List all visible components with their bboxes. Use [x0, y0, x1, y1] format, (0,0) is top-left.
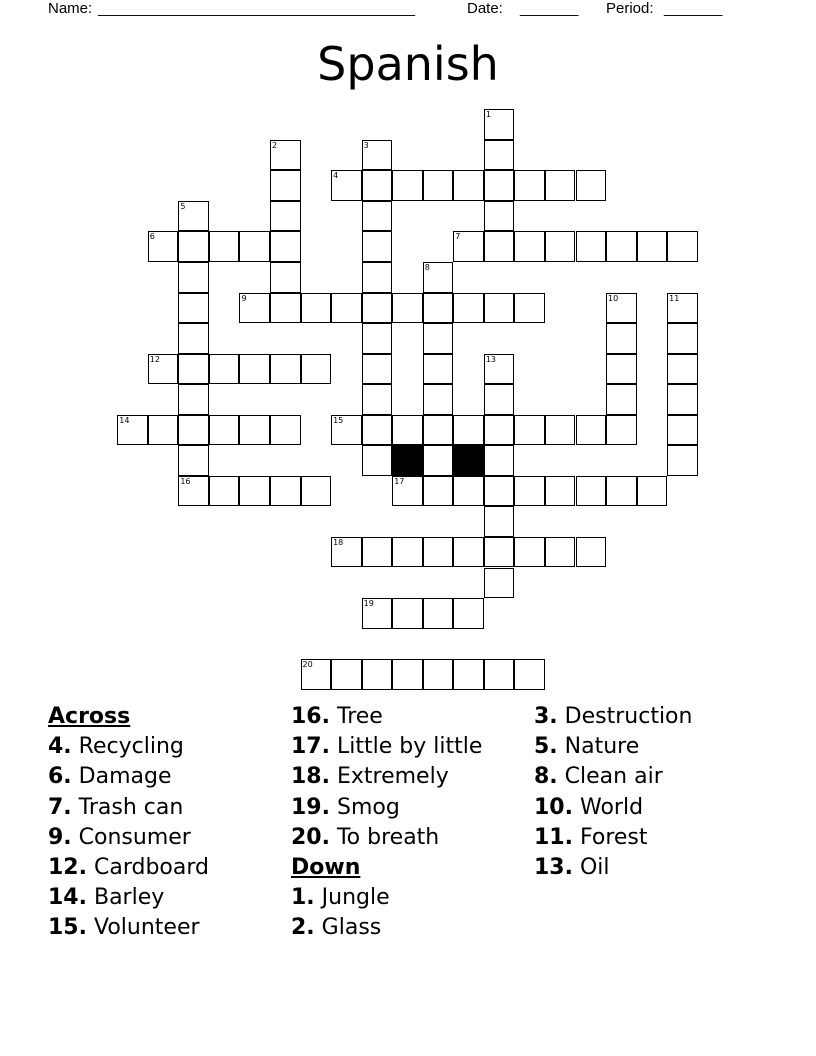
grid-cell[interactable] [545, 231, 576, 262]
clue-number: 9 [241, 293, 247, 303]
page-title: Spanish [317, 37, 499, 91]
grid-cell[interactable] [392, 293, 423, 324]
clues-column-3 [534, 702, 692, 883]
grid-cell[interactable] [239, 293, 270, 324]
grid-cell[interactable] [270, 476, 301, 507]
period-field[interactable]: _______ [664, 0, 723, 17]
grid-cell[interactable] [545, 415, 576, 446]
grid-cell[interactable] [514, 293, 545, 324]
grid-cell[interactable] [301, 659, 332, 690]
black-square [453, 445, 484, 476]
clue-down-3: 3. Destruction [534, 704, 693, 729]
grid-cell[interactable] [362, 537, 393, 568]
grid-cell[interactable] [453, 659, 484, 690]
grid-cell[interactable] [484, 506, 515, 537]
grid-cell[interactable] [362, 445, 393, 476]
grid-cell[interactable] [392, 415, 423, 446]
clue-across-14: 14. Barley [48, 885, 165, 911]
grid-cell[interactable] [545, 537, 576, 568]
grid-cell[interactable] [484, 568, 515, 599]
name-label: Name: [48, 0, 93, 17]
grid-cell[interactable] [484, 231, 515, 262]
clue-number: 19 [363, 599, 374, 609]
clue-number: 13 [485, 354, 497, 364]
clue-down-5: 5. Nature [534, 734, 640, 760]
clue-across-20: 20. To breath [291, 824, 440, 850]
grid-cell[interactable] [667, 323, 698, 354]
grid-cell[interactable] [239, 354, 270, 385]
grid-cell[interactable] [637, 476, 668, 507]
grid-cell[interactable] [576, 170, 607, 201]
clue-number: 20 [302, 660, 313, 670]
clue-across-6: 6. Damage [48, 764, 172, 790]
grid-cell[interactable] [362, 170, 393, 201]
clue-down-13: 13. Oil [534, 855, 610, 881]
clue-across-18: 18. Extremely [291, 764, 449, 790]
clue-across-19: 19. Smog [291, 794, 400, 820]
grid-cell[interactable] [484, 140, 515, 171]
clue-number: 18 [333, 537, 344, 547]
clue-down-11: 11. Forest [534, 824, 648, 850]
grid-cell[interactable] [484, 293, 515, 324]
grid-cell[interactable] [178, 262, 209, 293]
grid-cell[interactable] [392, 659, 423, 690]
grid-cell[interactable] [178, 415, 209, 446]
grid-cell[interactable] [576, 231, 607, 262]
name-field[interactable]: ______________________________________ [98, 0, 416, 17]
grid-cell[interactable] [606, 476, 637, 507]
down-heading: Down [291, 855, 361, 881]
grid-cell[interactable] [331, 293, 362, 324]
grid-cell[interactable] [606, 293, 637, 324]
grid-cell[interactable] [301, 293, 332, 324]
clue-across-15: 15. Volunteer [48, 915, 200, 941]
grid-cell[interactable] [453, 537, 484, 568]
grid-cell[interactable] [545, 476, 576, 507]
grid-cell[interactable] [331, 170, 362, 201]
grid-cell[interactable] [239, 231, 270, 262]
grid-cell[interactable] [178, 201, 209, 232]
grid-cell[interactable] [484, 384, 515, 415]
grid-cell[interactable] [178, 354, 209, 385]
grid-cell[interactable] [423, 354, 454, 385]
grid-cell[interactable] [453, 231, 484, 262]
clue-down-1: 1. Jungle [291, 885, 390, 911]
grid-cell[interactable] [667, 384, 698, 415]
grid-cell[interactable] [514, 537, 545, 568]
grid-cell[interactable] [301, 476, 332, 507]
clue-number: 8 [424, 263, 430, 272]
clue-down-8: 8. Clean air [534, 764, 663, 790]
clue-across-16: 16. Tree [291, 704, 383, 729]
clue-number: 2 [272, 140, 278, 150]
grid-cell[interactable] [423, 598, 454, 629]
grid-cell[interactable] [270, 140, 301, 171]
grid-cell[interactable] [667, 293, 698, 324]
grid-cell[interactable] [514, 415, 545, 446]
grid-cell[interactable] [576, 537, 607, 568]
clue-down-2: 2. Glass [291, 915, 382, 941]
grid-cell[interactable] [392, 598, 423, 629]
clue-number: 11 [669, 293, 680, 303]
grid-cell[interactable] [331, 415, 362, 446]
grid-cell[interactable] [239, 476, 270, 507]
grid-cell[interactable] [484, 476, 515, 507]
grid-cell[interactable] [453, 170, 484, 201]
grid-cell[interactable] [148, 415, 179, 446]
grid-cell[interactable] [270, 170, 301, 201]
grid-cell[interactable] [362, 354, 393, 385]
grid-cell[interactable] [270, 262, 301, 293]
clue-number: 1 [485, 110, 491, 120]
grid-cell[interactable] [362, 231, 393, 262]
grid-cell[interactable] [484, 354, 515, 385]
grid-cell[interactable] [362, 598, 393, 629]
clue-down-10: 10. World [534, 794, 644, 820]
grid-cell[interactable] [423, 445, 454, 476]
date-field[interactable]: _______ [520, 0, 579, 17]
grid-cell[interactable] [392, 476, 423, 507]
clue-across-12: 12. Cardboard [48, 855, 209, 881]
grid-cell[interactable] [423, 384, 454, 415]
grid-cell[interactable] [423, 323, 454, 354]
grid-cell[interactable] [178, 323, 209, 354]
grid-cell[interactable] [362, 201, 393, 232]
grid-cell[interactable] [270, 201, 301, 232]
clue-number: 14 [119, 415, 130, 425]
grid-cell[interactable] [362, 384, 393, 415]
grid-cell[interactable] [484, 445, 515, 476]
grid-cell[interactable] [362, 415, 393, 446]
grid-cell[interactable] [606, 415, 637, 446]
grid-cell[interactable] [239, 415, 270, 446]
across-heading: Across [48, 704, 131, 729]
grid-cell[interactable] [423, 415, 454, 446]
grid-cell[interactable] [484, 201, 515, 232]
date-label: Date: [467, 0, 503, 17]
clue-across-17: 17. Little by little [291, 734, 483, 760]
grid-cell[interactable] [514, 231, 545, 262]
grid-cell[interactable] [484, 537, 515, 568]
grid-cell[interactable] [270, 231, 301, 262]
period-label: Period: [606, 0, 654, 17]
grid-cell[interactable] [362, 262, 393, 293]
grid-cell[interactable] [453, 476, 484, 507]
grid-cell[interactable] [453, 293, 484, 324]
clues-column-1 [48, 702, 209, 944]
grid-cell[interactable] [301, 354, 332, 385]
grid-cell[interactable] [362, 140, 393, 171]
grid-cell[interactable] [178, 384, 209, 415]
clue-number: 12 [149, 354, 160, 364]
grid-cell[interactable] [331, 659, 362, 690]
grid-cell[interactable] [667, 415, 698, 446]
grid-cell[interactable] [484, 109, 515, 140]
clue-across-7: 7. Trash can [48, 794, 184, 820]
grid-cell[interactable] [423, 170, 454, 201]
grid-cell[interactable] [423, 262, 454, 293]
grid-cell[interactable] [423, 537, 454, 568]
grid-cell[interactable] [148, 354, 179, 385]
grid-cell[interactable] [148, 231, 179, 262]
grid-cell[interactable] [576, 415, 607, 446]
grid-cell[interactable] [423, 476, 454, 507]
grid-cell[interactable] [484, 415, 515, 446]
grid-cell[interactable] [453, 415, 484, 446]
clue-number: 6 [149, 232, 155, 242]
grid-cell[interactable] [514, 170, 545, 201]
black-square [392, 445, 423, 476]
grid-cell[interactable] [362, 659, 393, 690]
grid-cell[interactable] [392, 170, 423, 201]
clue-number: 15 [333, 415, 344, 425]
grid-cell[interactable] [178, 476, 209, 507]
grid-cell[interactable] [117, 415, 148, 446]
grid-cell[interactable] [362, 293, 393, 324]
clue-across-9: 9. Consumer [48, 824, 191, 850]
grid-cell[interactable] [667, 445, 698, 476]
clues-column-2 [291, 702, 482, 944]
grid-cell[interactable] [392, 537, 423, 568]
grid-cell[interactable] [209, 231, 240, 262]
grid-cell[interactable] [484, 659, 515, 690]
grid-cell[interactable] [514, 476, 545, 507]
grid-cell[interactable] [423, 659, 454, 690]
grid-cell[interactable] [270, 293, 301, 324]
grid-cell[interactable] [423, 293, 454, 324]
clue-across-4: 4. Recycling [48, 734, 184, 760]
grid-cell[interactable] [270, 354, 301, 385]
clue-number: 7 [455, 232, 461, 242]
grid-cell[interactable] [178, 231, 209, 262]
grid-cell[interactable] [637, 231, 668, 262]
clue-number: 16 [180, 476, 191, 486]
grid-cell[interactable] [331, 537, 362, 568]
grid-cell[interactable] [178, 445, 209, 476]
grid-cell[interactable] [576, 476, 607, 507]
grid-cell[interactable] [606, 231, 637, 262]
grid-cell[interactable] [209, 354, 240, 385]
grid-cell[interactable] [514, 659, 545, 690]
grid-cell[interactable] [362, 323, 393, 354]
grid-cell[interactable] [270, 415, 301, 446]
grid-cell[interactable] [484, 170, 515, 201]
clue-number: 17 [394, 476, 405, 486]
grid-cell[interactable] [545, 170, 576, 201]
clue-number: 4 [333, 171, 339, 181]
grid-cell[interactable] [606, 323, 637, 354]
clue-number: 10 [608, 293, 619, 303]
grid-cell[interactable] [606, 354, 637, 385]
grid-cell[interactable] [209, 476, 240, 507]
clue-number: 3 [363, 140, 369, 150]
grid-cell[interactable] [667, 231, 698, 262]
grid-cell[interactable] [606, 384, 637, 415]
grid-cell[interactable] [178, 293, 209, 324]
grid-cell[interactable] [667, 354, 698, 385]
grid-cell[interactable] [209, 415, 240, 446]
grid-cell[interactable] [453, 598, 484, 629]
clue-number: 5 [180, 201, 186, 211]
